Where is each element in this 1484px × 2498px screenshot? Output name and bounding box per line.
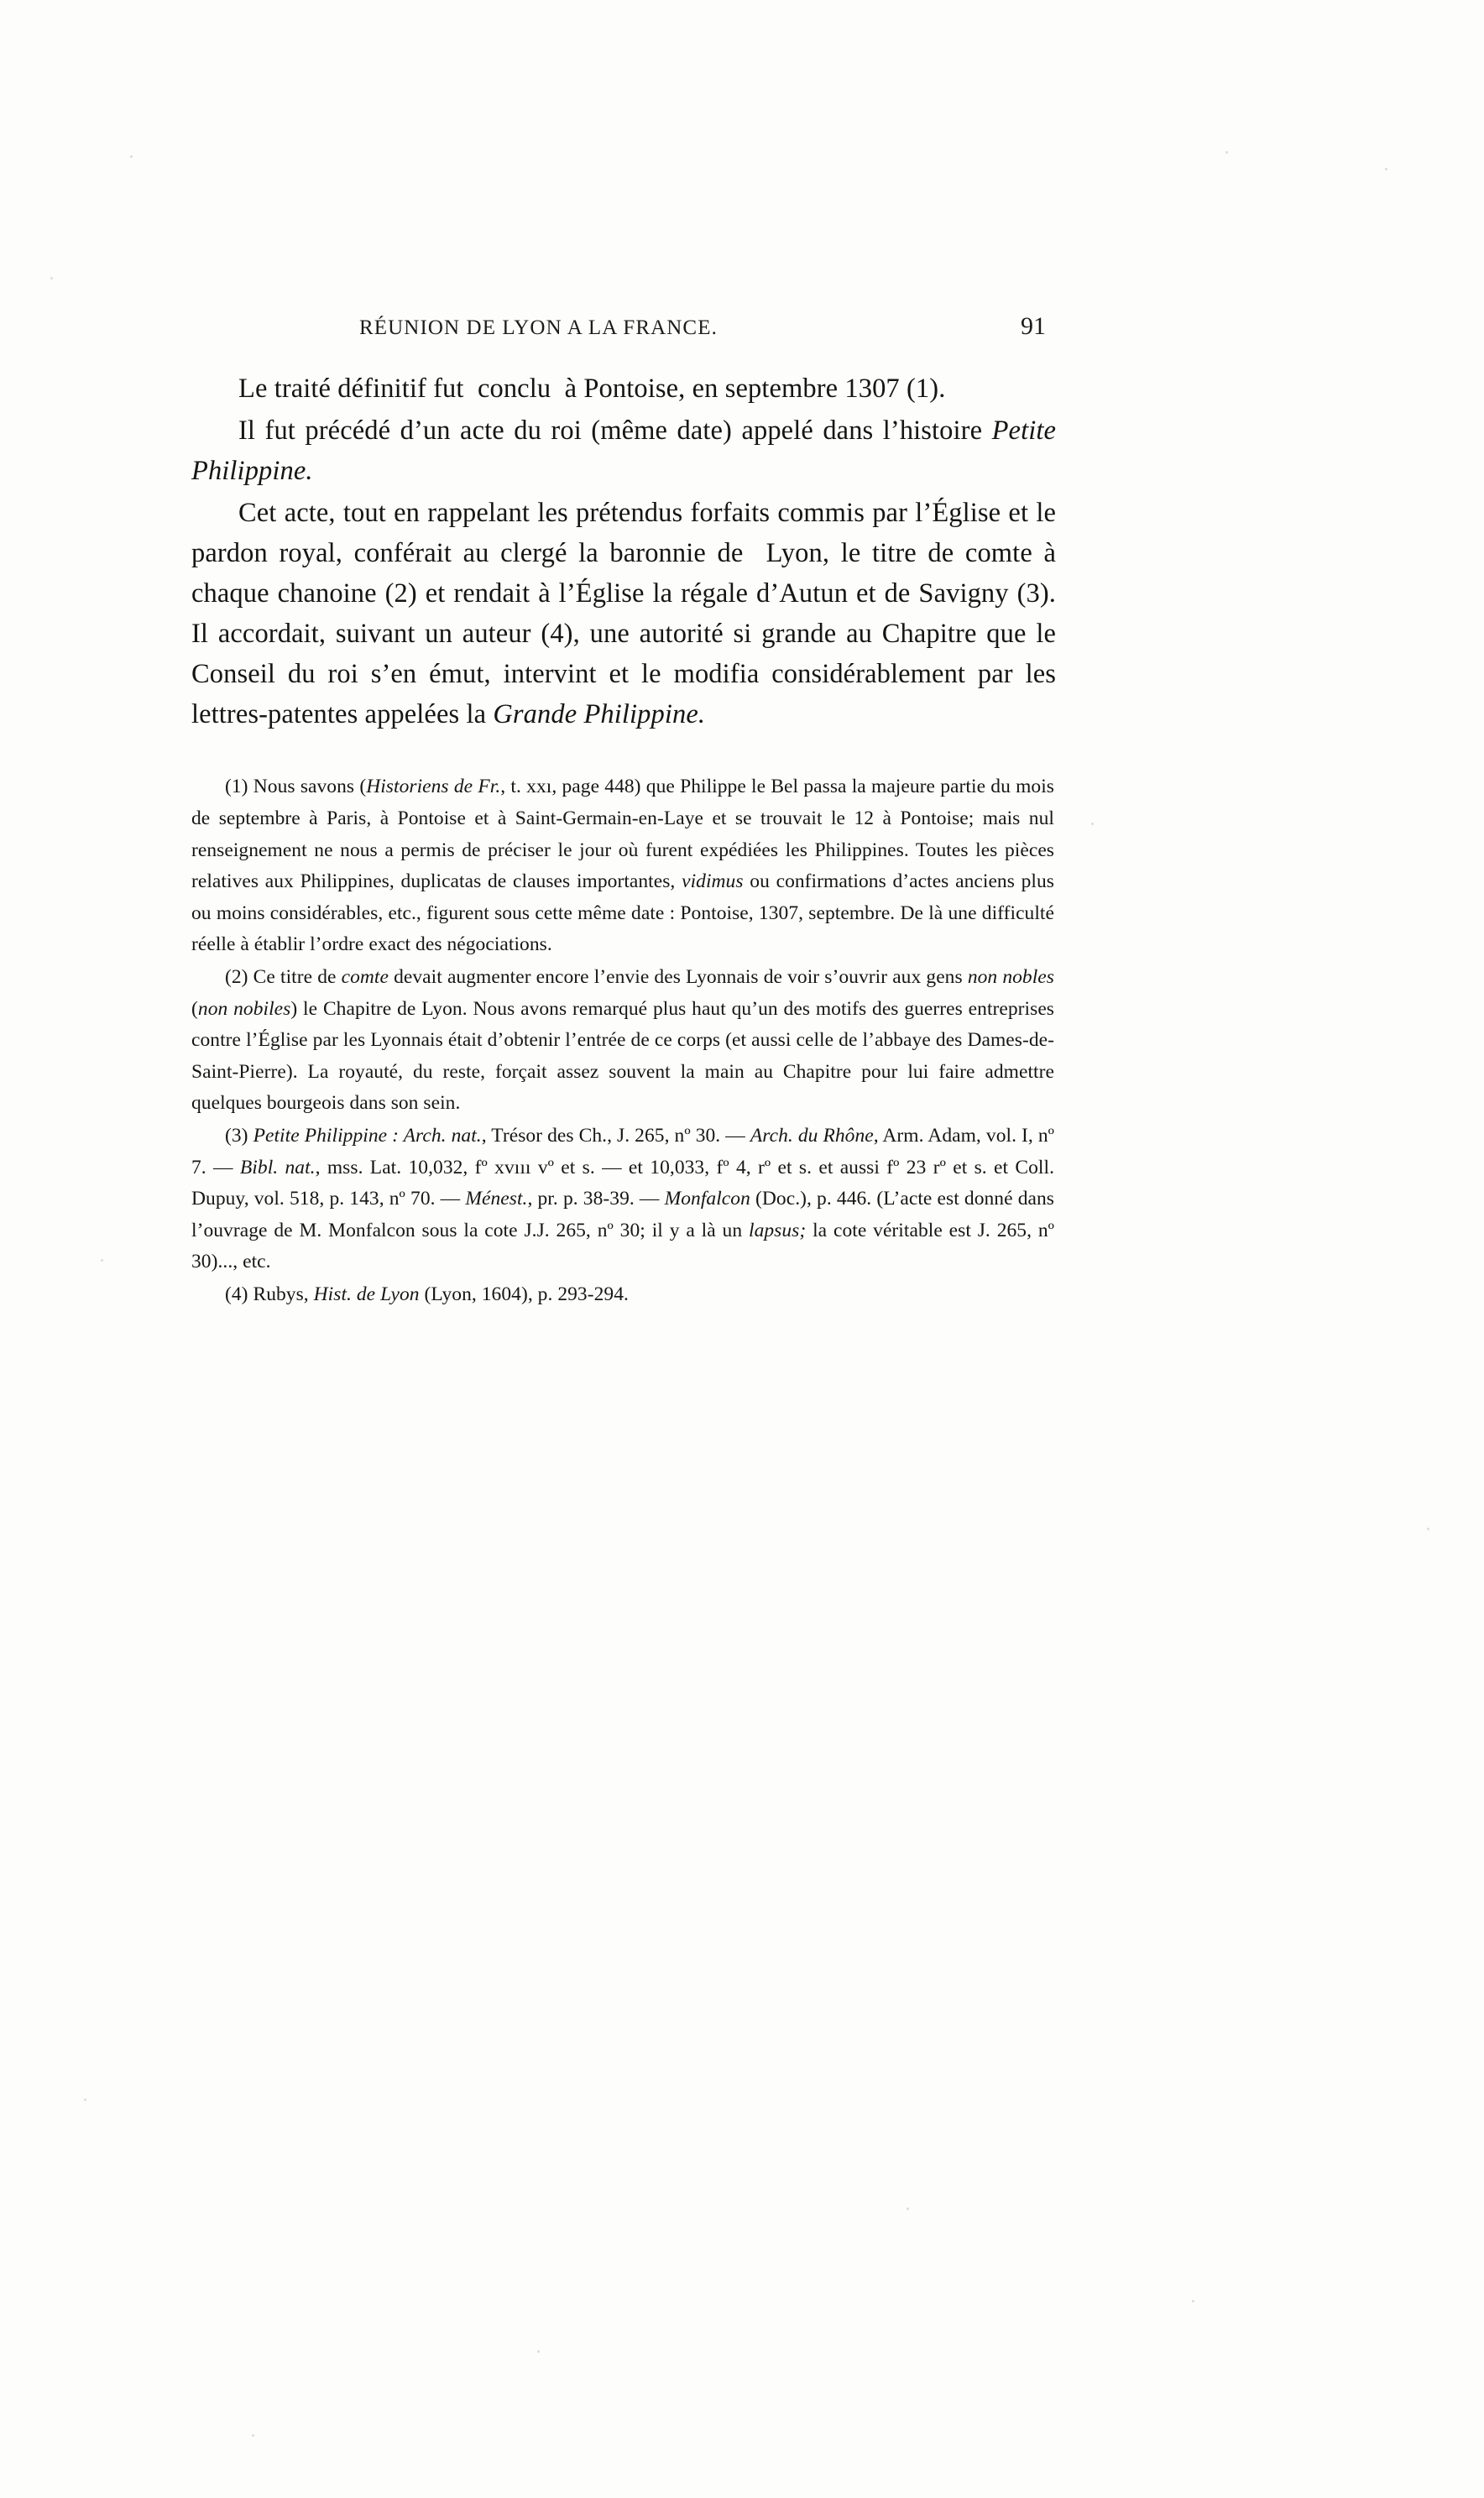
running-head: [191, 312, 1056, 341]
footnotes: [191, 771, 1054, 1310]
page-number: 91: [1021, 312, 1046, 340]
paragraph: Cet acte, tout en rappelant les prétendus forfaits commis par l’Église et le pardon royal, conférait au clergé la baronnie de Lyon, le titre de comte à chaque chanoine (2) et rendait à l’Église la régale d’Autun et de Savigny (3). Il accordait, suivant un auteur (4), une autorité si grande au Chapitre que le Conseil du roi s’en émut, intervint et le modifia considérablement par les lettres-patentes appelées la Grande Philippine.: [191, 497, 1056, 729]
paper-speck: [1385, 168, 1387, 170]
paper-speck: [1091, 823, 1094, 825]
paper-speck: [130, 155, 133, 158]
footnote-1: (1) Nous savons (Historiens de Fr., t. xxı, page 448) que Philippe le Bel passa la majeure partie du mois de septembre à Paris, à Pontoise et à Saint-Germain-en-Laye et se trouvait le 12 à Pontoise; mais nul renseignement ne nous a permis de préciser le jour où furent expédiées les Philippines. Toutes les pièces relatives aux Philippines, duplicatas de clauses importantes, vidimus ou confirmations d’actes anciens plus ou moins considérables, etc., figurent sous cette même date : Pontoise, 1307, septembre. De là une difficulté réelle à établir l’ordre exact des négociations.: [191, 776, 1055, 956]
body-text: [191, 369, 1056, 734]
footnote-2: (2) Ce titre de comte devait augmenter encore l’envie des Lyonnais de voir s’ouvrir aux gens non nobles (non nobiles) le Chapitre de Lyon. Nous avons remarqué plus haut qu’un des motifs des guerres entreprises contre l’Église par les Lyonnais était d’obtenir l’entrée de ce corps (et aussi celle de l’abbaye des Dames-de-Saint-Pierre). La royauté, du reste, forçait assez souvent la main au Chapitre pour lui faire admettre quelques bourgeois dans son sein.: [191, 966, 1055, 1115]
footnote-3: (3) Petite Philippine : Arch. nat., Trésor des Ch., J. 265, nº 30. — Arch. du Rhône, Arm. Adam, vol. I, nº 7. — Bibl. nat., mss. Lat. 10,032, fº xvııı vº et s. — et 10,033, fº 4, rº et s. et aussi fº 23 rº et s. et Coll. Dupuy, vol. 518, p. 143, nº 70. — Ménest., pr. p. 38-39. — Monfalcon (Doc.), p. 446. (L’acte est donné dans l’ouvrage de M. Monfalcon sous la cote J.J. 265, nº 30; il y a là un lapsus; la cote véritable est J. 265, nº 30)..., etc.: [191, 1124, 1054, 1273]
paper-speck: [50, 277, 53, 280]
paper-speck: [252, 2434, 254, 2437]
text-block: [191, 312, 1056, 1312]
paragraph: Le traité définitif fut conclu à Pontoise, en septembre 1307 (1).: [238, 374, 946, 404]
paper-speck: [907, 2208, 909, 2210]
paper-speck: [1192, 2300, 1194, 2302]
paper-speck: [84, 2098, 86, 2101]
paragraph: Il fut précédé d’un acte du roi (même date) appelé dans l’histoire Petite Philippine.: [191, 415, 1056, 486]
paper-speck: [537, 2350, 540, 2353]
paper-speck: [1225, 151, 1228, 154]
paper-speck: [1427, 1528, 1429, 1530]
paper-speck: [101, 1259, 103, 1262]
footnote-4: (4) Rubys, Hist. de Lyon (Lyon, 1604), p. 293-294.: [225, 1283, 629, 1305]
running-head-title: RÉUNION DE LYON A LA FRANCE.: [359, 316, 718, 339]
